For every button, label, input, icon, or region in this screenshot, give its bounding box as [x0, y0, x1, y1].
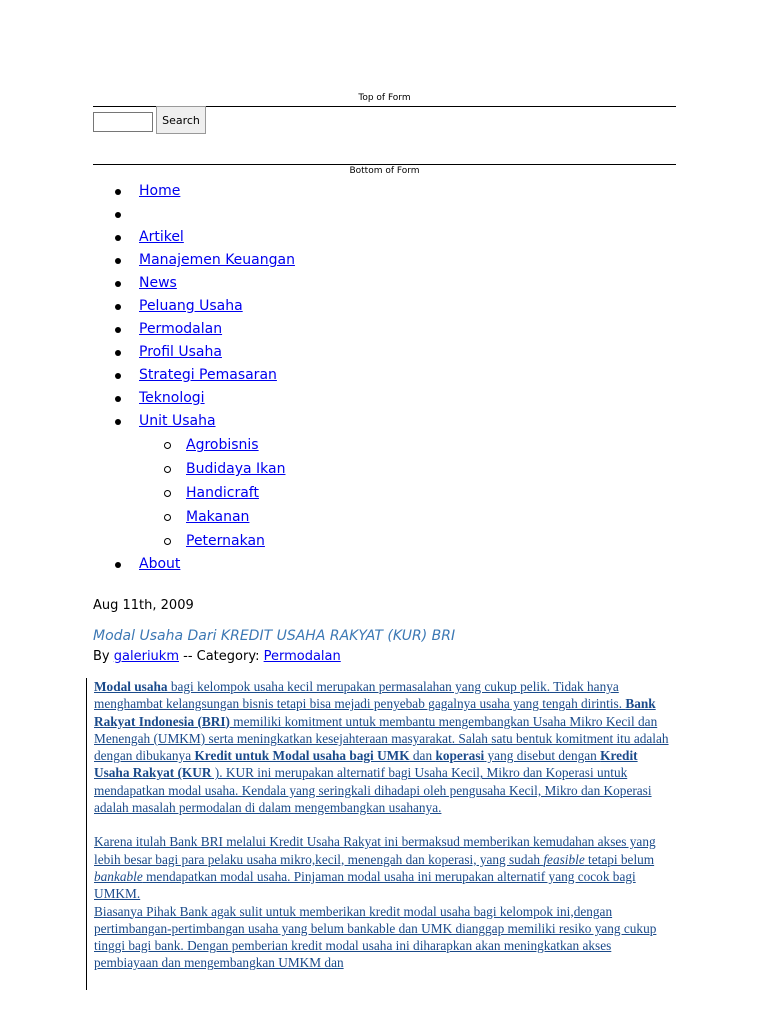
- menu-link-about[interactable]: About: [139, 556, 181, 572]
- byline-prefix: By: [93, 649, 110, 664]
- body-text: bagi kelompok usaha kecil merupakan permasalahan yang cukup pelik. Tidak hanya menghambat kelangsungan bisnis tetapi bisa mejadi penyebab gagalnya usaha yang tengah dirintis.: [94, 679, 626, 712]
- menu-link-permodalan[interactable]: Permodalan: [139, 321, 223, 337]
- body-text: yang disebut dengan: [484, 748, 601, 764]
- menu-link-teknologi[interactable]: Teknologi: [139, 390, 205, 406]
- body-text: Karena itulah Bank BRI melalui Kredit Usaha Rakyat ini bermaksud memberikan kemudahan akses yang lebih besar bagi para pelaku usaha mikro,kecil, menengah dan koperasi, yang sudah: [94, 834, 656, 867]
- bold-text: Bank Rakyat Indonesia (BRI): [94, 696, 656, 729]
- form-bottom-rule: [93, 164, 676, 165]
- post-title[interactable]: Modal Usaha Dari KREDIT USAHA RAKYAT (KUR) BRI: [93, 628, 456, 644]
- italic-text: bankable: [94, 868, 143, 884]
- submenu-link-agrobisnis[interactable]: Agrobisnis: [186, 437, 259, 453]
- menu-link-peluang-usaha[interactable]: Peluang Usaha: [139, 298, 243, 314]
- menu-link-artikel[interactable]: Artikel: [139, 229, 184, 245]
- search-button[interactable]: Search: [156, 106, 206, 134]
- bold-text: Modal usaha: [94, 679, 168, 694]
- content-paragraph-1: [94, 678, 670, 816]
- body-text: memiliki komitment untuk membantu mengembangkan Usaha Mikro Kecil dan Menengah (UMKM) serta meningkatkan kesejahteraan masyarakat. Salah satu bentuk komitment itu adalah dengan dibukanya: [94, 713, 669, 764]
- submenu-link-budidaya-ikan[interactable]: Budidaya Ikan: [186, 461, 286, 477]
- form-bottom-label: Bottom of Form: [349, 166, 420, 176]
- body-text: Biasanya Pihak Bank agak sulit untuk memberikan kredit modal usaha bagi kelompok ini,dengan pertimbangan-pertimbangan usaha yang belum bankable dan UMK dianggap memiliki resiko yang cukup tinggi bagi bank. Dengan pemberian kredit modal usaha ini diharapkan akan meningkatkan akses pembiayaan dan mengembangkan UMKM dan: [94, 903, 657, 971]
- content-paragraph-2: [94, 833, 670, 971]
- submenu-link-makanan[interactable]: Makanan: [186, 509, 250, 525]
- body-text: dan: [409, 748, 436, 764]
- body-text: mendapatkan modal usaha. Pinjaman modal usaha ini merupakan alternatif yang cocok bagi UMKM.: [94, 868, 636, 902]
- body-text: tetapi belum: [584, 851, 655, 867]
- category-link[interactable]: Permodalan: [263, 649, 341, 664]
- menu-link-strategi-pemasaran[interactable]: Strategi Pemasaran: [139, 367, 277, 383]
- menu-link-manajemen-keuangan[interactable]: Manajemen Keuangan: [139, 252, 295, 268]
- post-byline: [93, 649, 341, 664]
- menu-link-news[interactable]: News: [139, 275, 177, 291]
- body-text: ). KUR ini merupakan alternatif bagi Usaha Kecil, Mikro dan Koperasi untuk mendapatkan modal usaha. Kendala yang seringkali dihadapi oleh pengusaha Kecil, Mikro dan Koperasi adalah masalah permodalan di dalam mengembangkan usahanya.: [94, 765, 652, 816]
- bold-text: koperasi: [435, 748, 485, 764]
- author-link[interactable]: galeriukm: [113, 649, 179, 664]
- menu-link-home[interactable]: Home: [139, 183, 181, 199]
- submenu-link-peternakan[interactable]: Peternakan: [186, 533, 265, 549]
- menu-link-profil-usaha[interactable]: Profil Usaha: [139, 344, 222, 360]
- search-input[interactable]: [93, 112, 153, 132]
- post-date: Aug 11th, 2009: [93, 598, 194, 613]
- bold-text: Kredit untuk Modal usaha bagi UMK: [194, 748, 410, 764]
- post-content: [86, 678, 670, 990]
- bold-text: Kredit Usaha Rakyat (KUR: [94, 748, 638, 781]
- form-top-label: Top of Form: [358, 93, 411, 103]
- italic-text: feasible: [543, 851, 585, 867]
- menu-link-unit-usaha[interactable]: Unit Usaha: [139, 413, 216, 429]
- category-prefix: -- Category:: [183, 649, 260, 664]
- submenu-link-handicraft[interactable]: Handicraft: [186, 485, 259, 501]
